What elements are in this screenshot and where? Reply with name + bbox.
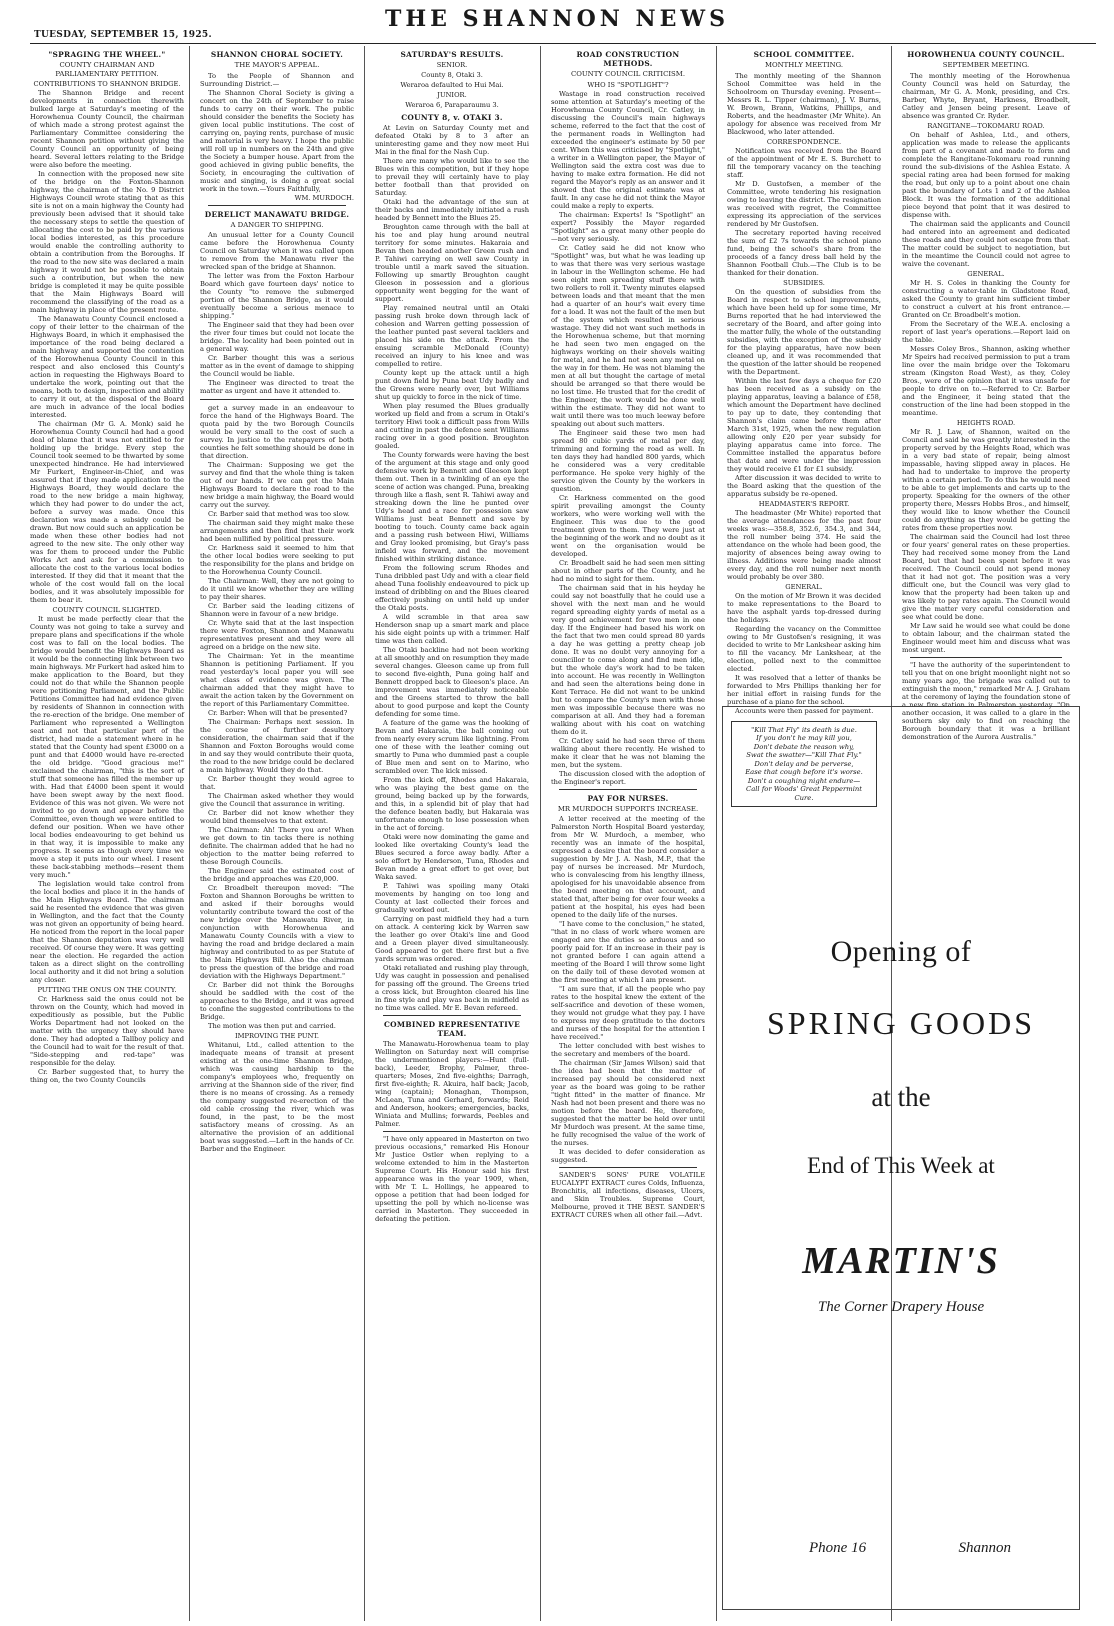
match-heading: COUNTY 8, v. OTAKI 3. — [401, 113, 503, 122]
martins-advertisement — [722, 706, 1080, 1610]
divider — [200, 399, 354, 400]
paragraph: Messrs Coley Bros., Shannon, asking whether Mr Speirs had received permission to put a tram line over the main bridge over the Tokomaru stream (Kingston Road West), as they, Coley Bros., were of the opinion that it was unsafe for people to drive on to.—Referred to Cr. Barber and the Engineer, it being stated that the construction of the line had been stopped in the meantime. — [902, 344, 1070, 417]
result-line: County 8, Otaki 3. — [421, 71, 483, 79]
ad-line: Call for Woods' Great Peppermint Cure. — [746, 785, 862, 802]
paragraph: The Chairman: Perhaps next session. In the course of further desultory consideration, the chairman said that if the Shannon and Foxton Boroughs would come in and say they would contribute their quota, the road to the new bridge could be declared a main highway. Would they do that. — [200, 718, 354, 774]
ad-line: Swat the swatter—"Kill That Fly." — [746, 751, 862, 759]
paragraph: The Chairman: Ah! There you are! When we get down to tin tacks there is nothing definite. The chairman added that he had no objection to the matter being referred to these Borough Councils. — [200, 826, 354, 866]
article-subheading: COUNTY CHAIRMAN AND PARLIAMENTARY PETITION. — [55, 61, 159, 78]
paragraph: Mr R. J. Law, of Shannon, waited on the Council and said he was greatly interested in the property served by the Heights Road, which was in a very bad state of repair, being almost impassable, having slipped away in places. He had had to undertake to improve the property within a certain period. To do this he would need to be able to get implements and carts up to the property. Speaking for the owners of the other property there, Messrs Hobbs Bros., and himself, they would like to know whether the Council could do anything as they would be getting the rates from these properties now. — [902, 427, 1070, 532]
article-heading: "SPRAGING THE WHEEL." — [48, 50, 166, 59]
paragraph: The Chairman: Well, they are not going to do it until we know whether they are willing to pay their shares. — [200, 577, 354, 601]
paragraph: The Otaki backline had not been working at all smoothly and on resumption they made several changes. Gleeson came up from full to second five-eighth, Puna going half and Bennett dropped back to Gleeson's place. An improvement was immediately noticeable and the Greens started to throw the ball about to good purpose and kept the County defending for some time. — [375, 646, 529, 718]
paragraph: The Shannon Choral Society is giving a concert on the 24th of September to raise funds to carry on their work. The public should consider the benefits the Society has given local public institutions. The cost of carrying on, paying rents, purchase of music and material is very heavy. I hope the public will roll up in numbers on the 24th and give the Society a bumper house. Apart from the good achieved in giving public benefits, the Society, in encouraging the cultivation of music and singing, is doing a great social work in the town.—Yours Faithfully, — [200, 88, 354, 193]
paragraph: get a survey made in an endeavour to force the hand of the Highways Board. The quota paid by the two Borough Councils would be very small to the cost of such a survey. In justice to the ratepayers of both counties he felt something should be done in that direction. — [200, 404, 354, 460]
paragraph: The chairman: Experts! Is "Spotlight" an expert? Possibly the Mayor regarded "Spotlight" as a great many other people do—not very seriously. — [551, 210, 705, 243]
article-heading: COMBINED REPRESENTATIVE TEAM. — [383, 1020, 521, 1038]
divider — [208, 205, 346, 206]
newspaper-title: THE SHANNON NEWS — [385, 6, 729, 32]
article-heading: HOROWHENUA COUNTY COUNCIL. — [907, 50, 1065, 59]
result-line: JUNIOR. — [437, 91, 467, 99]
column-road-construction — [551, 46, 705, 1620]
paragraph: The letter was from the Foxton Harbour Board which gave fourteen days' notice to the County "to remove the submerged portion of the Shannon Bridge, as it would eventually become a serious menace to shipping." — [200, 272, 354, 320]
paragraph: The Manawatu County Council enclosed a copy of their letter to the chairman of the Highways Board, in which it emphasised the importance of the road being declared a main highway and supported the contention of the Horowhenua County Council in this respect and also enclosed this County's action in requesting the Highways Board to undertake the work, pointing out that the means, both to design, inspection and ability to carry it out, at the disposal of the Board are much in advance of the local bodies interested. — [30, 315, 184, 419]
ad-spring-goods: SPRING GOODS — [766, 1005, 1036, 1041]
paragraph: Cr. Harkness said the onus could not be thrown on the County, which had moved in expeditiously as possible, but the Public Works Department had not looked on the matter with the urgency they should have done. They had adopted a Tallboy policy and the Council had to wait for the result of that. "Side-stepping and red-tape" was responsible for the delay. — [30, 995, 184, 1067]
paragraph: It was decided to defer consideration as suggested. — [551, 1148, 705, 1164]
paragraph: After discussion it was decided to write to the Board asking that the question of the apparatus subsidy be re-opened. — [727, 473, 881, 498]
paragraph: The chairman said that in his heyday he could say not boastfully that he could use a shovel with the next man and he would regard spreading eighty yards of metal as a very good achievement for two men in one day. If the Engineer had based his work on the fact that two men could spread 80 yards a day he was getting a pretty cheap job done. It was no doubt very annoying for a councillor to come along and find men idle, but the whole day's work had to be taken into account. He was recently in Wellington and had seen the alterations being done in Kent Terrace. He did not want to be unkind but to compare the County's men with those men was impossible because there was no comparison at all. And they had a foreman walking about with his coat on watching them do it. — [551, 583, 705, 736]
column-school-committee — [727, 46, 881, 802]
paragraph: From the following scrum Rhodes and Tuna dribbled past Udy and with a clear field ahead Tuna foolishly endeavoured to pick up instead of dribbling on and the Blues cleared effectively pushing on until held up under the Otaki posts. — [375, 564, 529, 612]
paragraph: Cr. Catley said he had seen three of them walking about there recently. He wished to make it clear that he was not blaming the men, but the system. — [551, 736, 705, 769]
article-heading: SATURDAY'S RESULTS. — [400, 50, 504, 59]
paragraph: Cr. Catley said he did not know who "Spotlight" was, but what he was leading up to was that there was very serious wastage in labour in the Wellington scheme. He had seen eight men spreading stuff there with two rollers to roll it. Twenty minutes elapsed between loads and that meant that the men had a quarter of an hour's wait every time for a load. It was not the fault of the men but of the system which resulted in serious wastage. They did not want such methods in the Horowhenua scheme, but that morning he had seen two men engaged on the highways working on their shovels waiting for metal, and he had not seen any metal on the way in for them. He was not blaming the men at all but thought the cartage of metal should be arranged so that there would be no lost time. He trusted that for the credit of the Engineer, the work would be done well within the estimate. They did not want to wait until there was too much leeway before speaking out about such matters. — [551, 243, 705, 428]
paragraph: The Engineer said the estimated cost of the bridge and approaches was £20,000. — [200, 867, 354, 883]
paragraph: The chairman (Sir James Wilson) said that the idea had been that the matter of increased pay should be considered next year as the board was going to be rather "tight fitted" in the matter of finance. Mr Nash had not been present and there was no motion before the board. He, therefore, suggested that the matter be held over until Mr Murdoch was present. At the same time, he fully recognised the value of the work of the nurses. — [551, 1059, 705, 1147]
article-heading: DERELICT MANAWATU BRIDGE. — [204, 209, 350, 219]
paragraph: The Manawatu-Horowhenua team to play Wellington on Saturday next will comprise the undermentioned players:—Hunt (full-back), Leeder, Brophy, Palmer, three-quarters; Moses, 2nd five-eighths; Darragh, first five-eighth; R. Akuira, half back; Jacob, wing (captain); Monaghan, Thompson, McLean, Tuna and Gerhard, forwards; Reid and Anderson, hookers; emergencies, backs, Winiata and Mullins; forwards, Peebles and Palmer. — [375, 1040, 529, 1128]
ad-line: Don't delay and be perverse, — [754, 759, 854, 768]
paragraph: The chairman said the applicants and Council had entered into an agreement and dedicated these roads and they could not escape from that. The matter could be subject to negotiation, but in the meantime the Council could not agree to waive the covenant. — [902, 219, 1070, 268]
ad-end-of-week: End of This Week at — [807, 1153, 995, 1178]
paragraph: Cr. Barber did not know whether they would bind themselves to that extent. — [200, 809, 354, 825]
column-rule — [716, 46, 717, 1621]
divider — [559, 789, 697, 790]
column-saturdays-results — [375, 46, 529, 1620]
paragraph: The letter concluded with best wishes to the secretary and members of the board. — [551, 1042, 705, 1058]
paragraph: Cr. Whyte said that at the last inspection there were Foxton, Shannon and Manawatu representatives present and they were all agreed on a bridge on the new site. — [200, 619, 354, 651]
paragraph: The Engineer said that they had been over the river four times but could not locate the bridge. The locality had been pointed out in a general way. — [200, 321, 354, 353]
ad-line: Don't debate the reason why, — [753, 742, 855, 751]
section-heading: SUBSIDIES. — [783, 278, 825, 287]
ad-town: Shannon — [958, 1540, 1011, 1556]
ad-at-the: at the — [871, 1082, 931, 1112]
paragraph: A letter received at the meeting of the Palmerston North Hospital Board yesterday, from Mr W. Murdoch, a member, who recently was an inmate of the hospital, expressed a desire that the board consider a suggestion by Mr J. A. Nash, M.P., that the pay of nurses be increased. Mr Murdoch, who is convalescing from his lengthy illness, apologised for his unavoidable absence from the board meeting on that account, and stated that, after being for over four weeks a patient at the hospital, his eyes had been opened to the daily life of the nurses. — [551, 815, 705, 919]
result-line: SENIOR. — [436, 61, 468, 69]
paragraph: P. Tahiwi was spoiling many Otaki movements by hanging on too long and County at last collected their forces and gradually worked out. — [375, 882, 529, 914]
paragraph: Cr. Barber said that method was too slow. — [208, 510, 350, 518]
paragraph: When play resumed the Blues gradually worked up field and from a scrum in Otaki's territory Hiwi took a difficult pass from Wills and cutting in past the defence sent Williams racing over in a good position. Broughton goaled. — [375, 402, 529, 450]
paragraph: The monthly meeting of the Horowhenua County Council was held on Saturday, the chairman, Mr G. A. Monk, presiding, and Crs. Barber, Whyte, Bryant, Harkness, Broadbelt, Catley and Jensen being present. Leave of absence was granted Cr. Ryder. — [902, 71, 1070, 120]
paragraph: Mr Law said he would see what could be done to obtain labour, and the chairman stated the Engineer would meet him and discuss what was most urgent. — [902, 621, 1070, 654]
paragraph: The Engineer said these two men had spread 80 cubic yards of metal per day, trimming and forming the road as well. In ten days they had handled 800 yards, which he considered was a very creditable performance. He spoke very highly of the service given the County by the workers in question. — [551, 428, 705, 493]
paragraph: The Chairman: Yet in the meantime Shannon is petitioning Parliament. If you read yesterday's local paper you will see what class of evidence was given. The chairman added that they might have to await the action taken by the Government on the report of this Parliamentary Committee. — [200, 652, 354, 708]
paragraph: Cr. Barber did not think the Boroughs should be saddled with the cost of the approaches to the Bridge, and it was agreed to confine the suggested contributions to the Bridge. — [200, 981, 354, 1021]
paragraph: Otaki had the advantage of the sun at their backs and immediately initiated a rush headed by Bennett into the Blues 25. — [375, 198, 529, 222]
paragraph: "I am sure that, if all the people who pay rates to the hospital knew the extent of the self-sacrifice and devotion of these women, they would not grudge what they pay. I have to express my deep gratitude to the doctors and nurses of the hospital for the attention I have received." — [551, 985, 705, 1041]
paragraph: The chairman said the Council had lost three or four years' general rates on these properties. They had received some money from the Land Board, but that had been spent before it was received. The Council could not spend money that it had not got. The position was a very difficult one, but the Council was very glad to know that the property had been taken up and was likely to pay rates again. The Council would give the matter very careful consideration and see what could be done. — [902, 532, 1070, 621]
section-heading: GENERAL. — [967, 269, 1005, 278]
article-subheading: THE MAYOR'S APPEAL. — [234, 61, 320, 69]
article-subheading: COUNTY COUNCIL CRITICISM. — [570, 70, 686, 78]
paragraph: The chairman said they might make these arrangements and then find that their work had been nullified by political pressure. — [200, 519, 354, 543]
ad-phone: Phone 16 — [809, 1540, 867, 1556]
paragraph: Accounts were then passed for payment. — [735, 706, 874, 715]
paragraph: Broughton came through with the ball at his toe and play hung around neutral territory for some minutes. Hakaraia and Bevan then headed another Green rush and P. Tahiwi carrying on well saw County in trouble until a mark saved the situation. Following up smartly Broughton caught Gleeson in possession and a glorious opportunity went begging for the want of support. — [375, 223, 529, 303]
paragraph: An unusual letter for a County Council came before the Horowhenua County Council on Saturday when it was called upon to remove from the Manawatu river the wrecked span of the bridge at Shannon. — [200, 231, 354, 271]
paragraph: Wastage in road construction received some attention at Saturday's meeting of the Horowhenua County Council, Cr. Catley, in discussing the Council's main highways scheme, referred to the fact that the cost of the permanent roads in Wellington had exceeded the engineer's estimate by 50 per cent. When this was criticised by "Spotlight," a writer in a Wellington paper, the Mayor of Wellington said the extra cost was due to having to make extra formation. He did not regard the Mayor's reply as an answer and it showed that the original estimate was at fault. In any case he did not think the Mayor could make a reply to experts. — [551, 89, 705, 210]
paragraph: A feature of the game was the hooking of Bevan and Hakaraia, the ball coming out from nearly every scrum like lightning. From one of these with the leather coming out smartly to Puna who dummied past a couple of Blue men and sent on to Marino, who scrambled over. The kick missed. — [375, 719, 529, 775]
section-heading: COUNTY COUNCIL SLIGHTED. — [52, 606, 162, 614]
article-subheading: WHO IS "SPOTLIGHT"? — [587, 80, 669, 89]
ad-line: Don't a coughing night endure— — [747, 776, 861, 785]
column-spraging-the-wheel — [30, 46, 184, 1620]
article-heading: SCHOOL COMMITTEE. — [753, 50, 855, 59]
article-subheading: SEPTEMBER MEETING. — [942, 61, 1030, 69]
paragraph: It was resolved that a letter of thanks be forwarded to Mrs Phillips thanking her for her initial effort in raising funds for the purchase of a piano for the school. — [727, 673, 881, 706]
column-rule — [364, 46, 365, 1621]
paragraph: Cr. Barber thought this was a serious matter as in the event of damage to shipping the Council would be liable. — [200, 354, 354, 378]
paragraph: On the motion of Mr Brown it was decided to make representations to the Board to have the asphalt yards top-dressed during the holidays. — [727, 591, 881, 624]
paragraph: The monthly meeting of the Shannon School Committee was held in the Schoolroom on Thursday evening. Present—Messrs R. L. Tipper (chairman), J. V. Burns, W. Brown, Brann, Watkins, Phillips, and Roberts, and the headmaster (Mr White). An apology for absence was received from Mr Blackwood, who later attended. — [727, 71, 881, 136]
masthead-rule — [30, 43, 1096, 44]
divider — [559, 1167, 697, 1168]
paragraph: From the kick off, Rhodes and Hakaraia, who was playing the best game on the ground, being backed up by the forwards, and this, in a splendid bit of play that had the defence beaten badly, but Hakaraia was unfortunate enough to lose possession when in the act of forcing. — [375, 776, 529, 832]
advertisement-sanders: SANDER'S SONS' PURE VOLATILE EUCALYPT EXTRACT cures Colds, Influenza, Bronchitis, all infections, diseases, Ulcers, and Skin Troubles. Supreme Court, Melbourne, proved it THE BEST. SANDER'S EXTRACT CURES when all other fail.—Advt. — [551, 1171, 705, 1219]
paragraph: Otaki retaliated and rushing play through, Udy was caught in possession and penalised for passing off the ground. The Greens tried a cross kick, but Broughton cleared his line in fine style and play was back in midfield as no time was called. Mr E. Bevan refereed. — [375, 964, 529, 1012]
paragraph: "I have only appeared in Masterton on two previous occasions," remarked His Honour Mr Justice Ostler when replying to a welcome extended to him in the Masterton Supreme Court. His Honour said his first appearance was in the year 1909, when, with Mr T. L. Hollings, he appeared to oppose a petition that had been lodged for upsetting the poll by which no-license was carried in Masterton. They succeeded in defeating the petition. — [375, 1135, 529, 1223]
paragraph: The legislation would take control from the local bodies and place it in the hands of the Main Highways Board. The chairman said he resented the evidence that was given in Wellington, and the fact that the County was not given an opportunity of being heard. He noticed from the report in the local paper that the Shannon deputation was very well received. Of course they were. It was getting near the election. He regarded the action taken as a direct slight on the controlling local authority and it did not bring a solution any closer. — [30, 880, 184, 984]
signature: WM. MURDOCH. — [294, 193, 354, 202]
masthead — [0, 0, 1114, 40]
result-line: Weraroa 6, Paraparaumu 3. — [405, 101, 499, 109]
paragraph: Regarding the vacancy on the Committee owing to Mr Gustofsen's resigning, it was decided to write to Mr Lankshear asking him to fill the vacancy. Mr Lankshear, at the election, polled next to the committee elected. — [727, 624, 881, 673]
paragraph: The Shannon Bridge and recent developments in connection therewith bulked large at Saturday's meeting of the Horowhenua County Council, the chairman of which made a strong protest against the Parliamentary Committee considering the recent Shannon petition without giving the County Council an opportunity of being heard. Several letters relating to the Bridge were also before the meeting. — [30, 89, 184, 169]
paragraph: Cr. Harkness said it seemed to him that the other local bodies were seeking to put the responsibility for the plans and bridge on to the Horowhenua County Council. — [200, 544, 354, 576]
paragraph: Cr. Barber thought they would agree to that. — [200, 775, 354, 791]
divider — [383, 1131, 521, 1132]
column-county-council — [902, 46, 1070, 741]
paragraph: From the Secretary of the W.E.A. enclosing a report of last year's operations.—Report laid on the table. — [902, 319, 1070, 344]
issue-date: TUESDAY, SEPTEMBER 15, 1925. — [34, 30, 212, 40]
ad-opening-line: Opening of — [830, 935, 972, 968]
paragraph: A wild scramble in that area saw Henderson snap up a smart mark and place his side eight points up with a trimmer. Half time was then called. — [375, 613, 529, 645]
paragraph: Cr. Barber: When will that be presented? — [208, 709, 348, 717]
paragraph: In connection with the proposed new site of the bridge on the Foxton-Shannon highway, the chairman of the No. 9 District Highways Council wrote stating that as this site is not on a main highway the County had previously been advised that it should take the necessary steps to settle the question of allocating the cost to be paid by the various local bodies interested, as this procedure would enable the controlling authority to obtain a contribution from the Boroughs. If the road to the new site was declared a main highway it would not be possible to obtain such a contribution, but when the new bridge is completed it may be quite possible that the Main Highways Board will recommend the classifying of the road as a main highway in place of the present route. — [30, 170, 184, 314]
article-heading: SHANNON CHORAL SOCIETY. — [210, 50, 344, 59]
paragraph: "I have come to the conclusion," he stated, "that in no class of work where women are engaged are the duties so arduous and so poorly paid for. If an increase in their pay is not granted before I can again attend a meeting of the Board I will throw some light on the daily toil of these devoted women at the first meeting at which I am present. — [551, 920, 705, 984]
section-heading: IMPROVING THE PUNT. — [235, 1032, 319, 1040]
paragraph: The headmaster (Mr White) reported that the average attendances for the past four weeks was:—358.8, 352.6, 354.3, and 344, the roll number being 374. He said the attendance on the whole had been good, the majority of absences being away owing to illness. Additions were being made almost every day, and the roll number next month would probably be over 380. — [727, 508, 881, 581]
divider — [383, 1015, 521, 1016]
paragraph: To the People of Shannon and Surrounding District.— — [200, 71, 354, 88]
paragraph: Cr. Broadbelt said he had seen men sitting about in other parts of the County, and he had no mind to sight for them. — [551, 558, 705, 583]
paragraph: There are many who would like to see the Blues win this competition, but if they hope to prevail they will certainly have to play better football than that provided on Saturday. — [375, 157, 529, 197]
section-heading: HEIGHTS ROAD. — [956, 418, 1016, 427]
paragraph: Within the last few days a cheque for £20 has been received as a subsidy on the playing apparatus, leaving a balance of £58, which amount the Department have declined to pay up to date, they contending that Shannon's claim came before them after March 31st, 1925, when the new regulation allowing only £20 per year subsidy for playing apparatus came into force. The Committee installed the apparatus before that date and were under the impression they would receive £1 for £1 subsidy. — [727, 376, 881, 473]
paragraph: The County forwards were having the best of the argument at this stage and only good defensive work by Bennett and Gleeson kept them out. Then in a twinkling of an eye the scene of action was changed. Puna, breaking through like a flash, sent R. Tahiwi away and streaking down the line he punted over Udy's head and a race for possession saw Williams just beat Bennett and save by booting to touch. County came back again and a passing rush between Hiwi, Williams and Gray looked promising, but Gray's pass infield was forward, and the movement finished within striking distance. — [375, 451, 529, 563]
ad-line: If you don't he may kill you, — [756, 734, 852, 742]
paragraph: The discussion closed with the adoption of the Engineer's report. — [551, 769, 705, 786]
paragraph: On the question of subsidies from the Board in respect to school improvements, which have been held up for some time, Mr Burns reported that he had interviewed the secretary of the Board, and after going into the matter fully, the whole of the outstanding subsidies, with the exception of the subsidy for the playing apparatus, have now been cleaned up, and it was recommended that the question of the latter should be reopened with the Department. — [727, 287, 881, 376]
paragraph: The Engineer was directed to treat the matter as urgent and have it attended to. — [200, 379, 354, 395]
column-rule — [540, 46, 541, 1621]
paragraph: Play remained neutral until an Otaki passing rush broke down through lack of cohesion and Warren getting possession of the leather punted past several tacklers and placed his side on the attack. From the ensuing scramble McDonald (County) received an injury to his knee and was compelled to retire. — [375, 304, 529, 368]
section-heading: GENERAL. — [785, 582, 823, 591]
section-heading: PUTTING THE ONUS ON THE COUNTY. — [37, 986, 177, 994]
column-choral-society — [200, 46, 354, 1620]
paragraph: On behalf of Ashlea, Ltd., and others, application was made to release the applicants from part of a covenant and made to form and complete the Rangitane-Tokomaru road running round the sub-divisions of the Ashlea Estate. A special rating area had been formed for making the road, but only up to a point about one chain past the boundary of Lots 1 and 2 of the Ashlea Block. It was the formation of the additional piece beyond that point that it was desired to dispense with. — [902, 130, 1070, 219]
paragraph: Cr. Broadbelt thereupon moved: "The Foxton and Shannon Boroughs be written to and asked if their boroughs would voluntarily contribute toward the cost of the new bridge over the Manawatu River, in conjunction with Horowhenua and Manawatu County Councils with a view to having the road and bridge declared a main highway and contributed to as per Statute of the Main Highways Bill. Also the chairman to press the question of the bridge and road deviation with the Highways Department." — [200, 884, 354, 980]
paragraph: Carrying on past midfield they had a turn on attack. A centering kick by Warren saw the leather go over Otaki's line and Good and a Green player dived simultaneously. Good appeared to get there first but a five yards scrum was ordered. — [375, 915, 529, 963]
paragraph: Mr H. S. Coles in thanking the County for constructing a water-table in Gladstone Road, asked the County to grant him sufficient timber to construct a culvert at his front entrance.—Granted on Cr. Broadbelt's motion. — [902, 278, 1070, 319]
ad-line: "Kill That Fly" its death is due. — [751, 725, 857, 734]
article-subheading: MONTHLY MEETING. — [764, 61, 844, 69]
article-heading: PAY FOR NURSES. — [587, 793, 669, 803]
ad-tagline: The Corner Drapery House — [817, 1299, 985, 1315]
paragraph: Otaki were now dominating the game and looked like overtaking County's lead the Blues secured a force away badly. After a solo effort by Henderson, Tuna, Rhodes and Bevan made a great effort to get over, but Waka saved. — [375, 833, 529, 881]
section-heading: CORRESPONDENCE. — [766, 137, 842, 146]
section-heading: RANGITANE—TOKOMARU ROAD. — [927, 121, 1045, 130]
article-subheading: MR MURDOCH SUPPORTS INCREASE. — [557, 804, 699, 813]
paragraph: The Chairman: Supposing we get the survey and find that the whole thing is taken out of our hands. If we can get the Main Highways Board to declare the road to the new bridge a main highway, the Board would carry out the survey. — [200, 461, 354, 509]
article-subheading: CONTRIBUTIONS TO SHANNON BRIDGE. — [33, 80, 181, 88]
article-subheading: A DANGER TO SHIPPING. — [230, 220, 324, 229]
column-rule — [189, 46, 190, 1621]
paragraph: It must be made perfectly clear that the County was not going to take a survey and prepare plans and specifications if the whole cost was to fall on the local bodies. The bridge would benefit the Highways Board as it would be the connecting link between two main highways. Mr Furkert had asked him to make application to the Board, but they could not do that while the Shannon people were petitioning Parliament, and the Public Petitions Committee had had evidence given by residents of Shannon in connection with the re-erection of the bridge. One member of Parliament who represented a Wellington seat and not that particular part of the district, had made a statement where in he stated that the County had spent £3000 on a punt and that £4000 would have re-erected the old bridge. "Good gracious me!" exclaimed the chairman, "this is the sort of stuff that someone has filled the member up with. Had that £4000 been spent it would have been swept away by the next flood. Evidence of this was not given. We were not invited to go down and appear before the Committee, even though we were entitled to defend our position. When we have other local bodies endeavouring to get behind us in that way, it is impossible to make any progress. It seems as though every time we move a step it puts into our wheel. I resent these back-stabbing methods—resent them very much." — [30, 615, 184, 879]
divider — [910, 657, 1062, 658]
paragraph: Cr. Barber suggested that, to hurry the thing on, the two County Councils — [30, 1068, 184, 1084]
paragraph: "I have the authority of the superintendent to tell you that on one bright moonlight night not so many years ago, the brigade was called out to extinguish the moon," remarked Mr A. J. Graham at the ceremony of laying the foundation stone of a new fire station in Palmerston yesterday. "On another occasion, it was called to a glare in the southern sky only to find on reaching the Borough boundary that it was a brilliant demonstration of the Aurora Australis." — [902, 660, 1070, 741]
ad-store-name: MARTIN'S — [802, 1240, 1000, 1282]
paragraph: The Chairman asked whether they would give the Council that assurance in writing. — [200, 792, 354, 808]
paragraph: Notification was received from the Board of the appointment of Mr E. S. Burchett to fill the temporary vacancy on the teaching staff. — [727, 146, 881, 179]
paragraph: The secretary reported having received the sum of £2 7s towards the school piano fund, being the school's share from the proceeds of a fancy dress ball held by the Shannon Football Club.—The Club is to be thanked for their donation. — [727, 228, 881, 277]
paragraph: Whitanui, Ltd., called attention to the inadequate means of transit at present existing at the one-time Shannon Bridge, which was causing hardship to the company's employees who, frequently on arriving at the Shannon side of the river, find there is no means of crossing. As a remedy the company suggested re-erection of the old cable crossing the river, which was found, in the past, to be the most satisfactory means of crossing. As an alternative the provision of an additional boat was suggested.—Left in the hands of Cr. Barber and the Engineer. — [200, 1041, 354, 1153]
paragraph: The chairman (Mr G. A. Monk) said he Horowhenua County Council had had a good deal of blame that it was not entitled to for holding up the bridge. Every step the Council took seemed to be thwarted by some unexpected hindrance. He had interviewed Mr Furkert, Engineer-in-Chief, and was assured that if they made application to the Highways Board, they would declare the road to the new bridge a main highway, which they had power to do under the act, before a survey was made. Once this declaration was made a subsidy could be drawn. But now could such an application be made when these other bodies had not agreed to the new site. The only other way was for them to proceed under the Public Works Act and ask for a commission to allocate the cost to the various local bodies interested. If they did that it meant that the whole of the cost would fall on the local bodies, and it was absolutely impossible for them to bear it. — [30, 420, 184, 604]
article-heading: ROAD CONSTRUCTION METHODS. — [576, 50, 680, 68]
paragraph: The motion was then put and carried. — [208, 1022, 336, 1030]
result-line: Weraroa defaulted to Hui Mai. — [400, 81, 504, 89]
paragraph: At Levin on Saturday County met and defeated Otaki by 8 to 3 after an uninteresting game and they now meet Hui Mai in the final for the Nash Cup. — [375, 124, 529, 156]
paragraph: Cr. Barber said the leading citizens of Shannon were in favour of a new bridge. — [200, 602, 354, 618]
ad-line: Ease that cough before it's worse. — [745, 768, 863, 776]
section-heading: HEADMASTER'S REPORT. — [758, 499, 850, 508]
paragraph: Cr. Harkness commented on the good spirit prevailing amongst the County workers, who were working well with the Engineer. This was due to the good treatment given to them. They were just at the beginning of the work and no doubt as it went on the organisation would be developed. — [551, 493, 705, 558]
paragraph: Mr D. Gustofsen, a member of the Committee, wrote tendering his resignation owing to leaving the district. The resignation was received with regret, the Committee expressing its appreciation of the services rendered by Mr Gustofsen. — [727, 179, 881, 228]
paragraph: County kept up the attack until a high punt down field by Puna beat Udy badly and the Greens were nearly over, but Williams shut up quickly to force in the nick of time. — [375, 369, 529, 401]
